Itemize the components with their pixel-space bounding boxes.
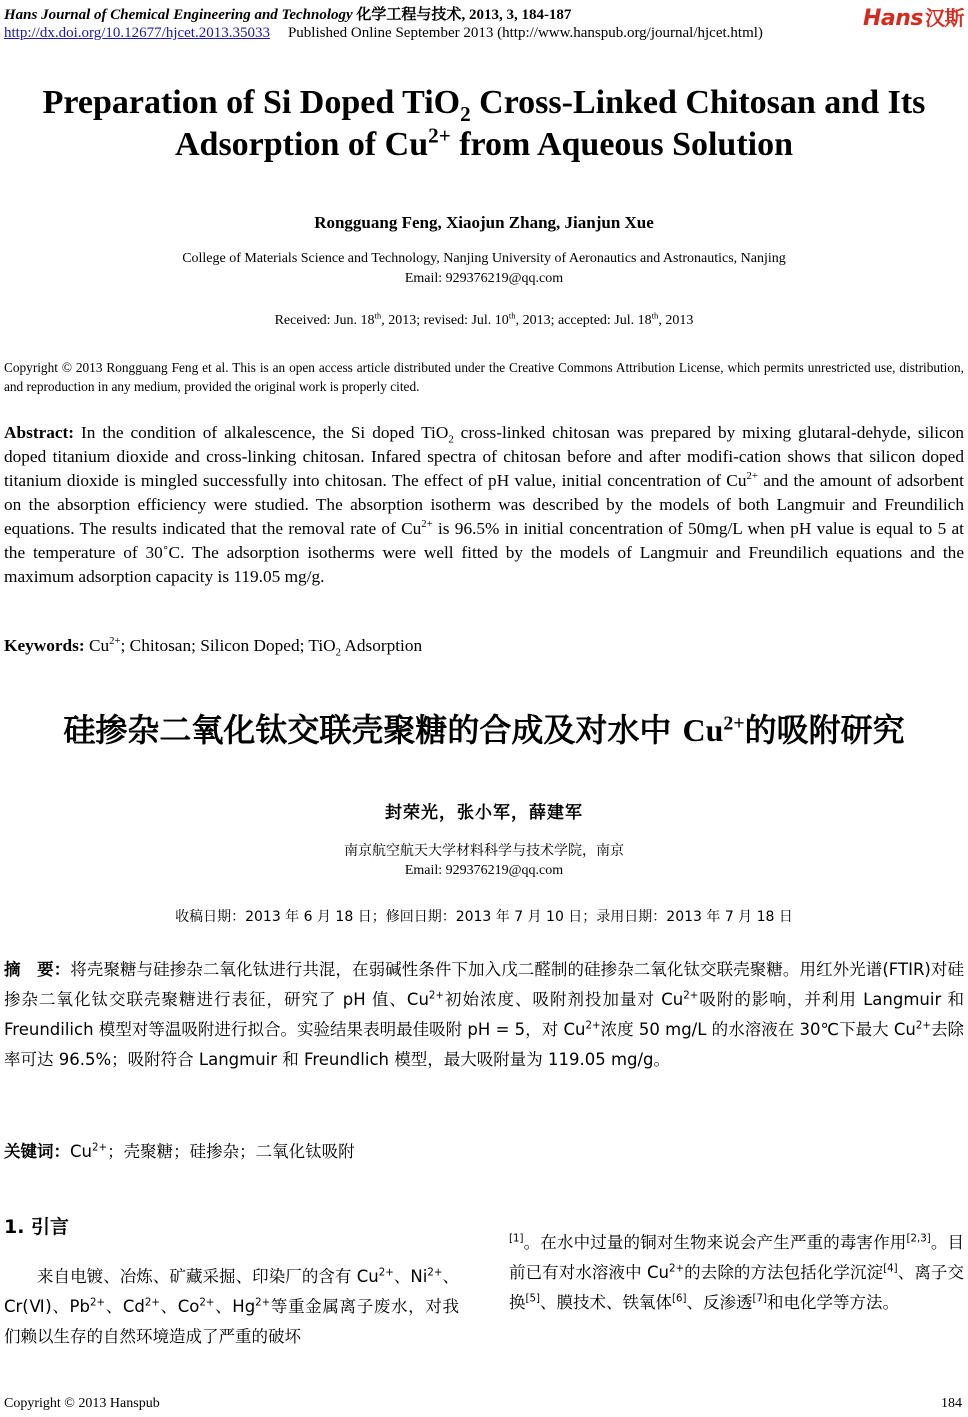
ordinal-suffix: th [508, 310, 516, 321]
abstract-cn [4, 955, 964, 1075]
intro-column-left [4, 1262, 459, 1352]
title-part: 的吸附研究 [744, 711, 905, 749]
keywords-label-cn: 关键词： [4, 1142, 70, 1161]
ordinal-suffix: th [651, 310, 659, 321]
affiliation-block-cn [0, 841, 968, 881]
affiliation-cn: 南京航空航天大学材料科学与技术学院，南京 [344, 843, 624, 859]
title-part: Preparation of Si Doped TiO [42, 84, 461, 121]
footer-copyright: Copyright © 2013 Hanspub [4, 1396, 160, 1411]
received-dates-cn: 收稿日期：2013 年 6 月 18 日；修回日期：2013 年 7 月 10 日；录用日期：2013 年 7 月 18 日 [175, 909, 793, 925]
title-superscript: 2+ [428, 123, 451, 148]
keywords-cn [4, 1138, 355, 1162]
abstract-text: In the condition of alkalescence, the Si doped TiO [74, 423, 449, 442]
date-text: Received: Jun. 18 [274, 313, 375, 328]
authors: Rongguang Feng, Xiaojun Zhang, Jianjun Xue [314, 213, 654, 232]
citation-ref[interactable]: [1] [509, 1233, 524, 1245]
email: Email: 929376219@qq.com [404, 271, 564, 286]
body-text: 和电化学等方法。 [766, 1293, 899, 1312]
superscript: 2+ [683, 990, 699, 1002]
body-text: 、Hg [214, 1297, 256, 1316]
hans-logo [863, 2, 964, 31]
abstract-text: 去除率可达 96.5%；吸附符合 Langmuir 和 Freundlich 模型，最大吸附量为 119.05 mg/g。 [4, 1020, 965, 1069]
copyright-note: Copyright © 2013 Rongguang Feng et al. This is an open access article distributed under the Creative Commons Attribution License, which permits unrestricted use, distribution, and reproduction in any medium, provided the original work is properly cited. [4, 360, 964, 394]
body-text: 、Ni [393, 1267, 428, 1286]
keywords-text: ; Chitosan; Silicon Doped; TiO [120, 636, 336, 655]
citation-ref[interactable]: [2,3] [906, 1233, 931, 1245]
received-dates [0, 310, 968, 329]
citation-ref[interactable]: [7] [752, 1293, 767, 1305]
keywords-label: Keywords: [4, 636, 85, 655]
email-cn: Email: 929376219@qq.com [404, 863, 564, 878]
keywords-text: Adsorption [341, 636, 423, 655]
logo-text-cn: 汉斯 [925, 6, 964, 30]
subscript: 2 [335, 646, 341, 659]
superscript: 2+ [428, 990, 444, 1002]
intro-column-right [509, 1228, 964, 1318]
logo-text-en: Hans [862, 6, 923, 31]
superscript: 2+ [585, 1020, 601, 1032]
doi-link[interactable]: http://dx.doi.org/10.12677/hjcet.2013.35033 [4, 25, 270, 41]
keywords-text: ；壳聚糖；硅掺杂；二氧化钛吸附 [107, 1142, 355, 1161]
body-text: 等重金属离子废水，对我们赖以生存的自然环境造成了严重的破坏 [4, 1297, 460, 1346]
abstract-text: 浓度 50 mg/L 的水溶液在 30℃下最大 Cu [600, 1020, 916, 1039]
body-text: 、反渗透 [686, 1293, 753, 1312]
superscript: 2+ [91, 1142, 108, 1154]
page-number: 184 [941, 1396, 962, 1411]
superscript: 2+ [144, 1297, 160, 1309]
superscript: 2+ [746, 470, 758, 483]
title-part: Cross-Linked Chitosan and Its [470, 84, 926, 121]
abstract-text: is 96.5% in initial concentration of 50mg/L when pH value is equal to 5 at the temperature of 30˚C. The adsorption isotherms were well fitted by the models of Langmuir and Freundilich equations and the maximum adsorption capacity is 119.05 mg/g. [4, 519, 964, 586]
superscript: 2+ [199, 1297, 215, 1309]
superscript: 2+ [378, 1267, 394, 1279]
body-text: 来自电镀、冶炼、矿藏采掘、印染厂的含有 Cu [37, 1267, 379, 1286]
abstract-text: cross-linked chitosan was prepared by mixing glutaral-dehyde, silicon doped titanium dioxide and cross-linking chitosan. Infared spectra of chitosan before and after modifi-cation shows that silicon doped titanium dioxide is mingled successfully into chitosan. The effect of pH value, initial concentration of Cu [4, 423, 964, 490]
body-text: 、Cd [105, 1297, 145, 1316]
title-part: Cu [682, 712, 724, 748]
superscript: 2+ [109, 635, 121, 648]
superscript: 2+ [421, 518, 433, 531]
title-part: 硅掺杂二氧化钛交联壳聚糖的合成及对水中 [63, 711, 683, 749]
paper-title-cn [0, 705, 968, 751]
title-subscript: 2 [460, 101, 471, 126]
journal-citation: , 2013, 3, 184-187 [461, 7, 572, 23]
doi-line [4, 25, 763, 42]
ordinal-suffix: th [374, 310, 382, 321]
title-superscript: 2+ [723, 712, 745, 735]
affiliation: College of Materials Science and Technology, Nanjing University of Aeronautics and Astronautics, Nanjing [182, 251, 786, 266]
affiliation-block [0, 249, 968, 289]
body-text: 。目前已有对水溶液中 Cu [509, 1233, 965, 1282]
abstract-text: and the amount of adsorbent on the absorption efficiency were studied. The absorption isotherm was described by the models of both Langmuir and Freundilich equations. The results indicated that the removal rate of Cu [4, 471, 964, 538]
journal-name: Hans Journal of Chemical Engineering and Technology [4, 7, 353, 23]
published-online: Published Online September 2013 (http://www.hanspub.org/journal/hjcet.html) [287, 25, 763, 41]
superscript: 2+ [255, 1297, 271, 1309]
title-part: Adsorption of Cu [174, 126, 429, 163]
abstract-label-cn: 摘 要： [4, 960, 71, 979]
authors-cn: 封荣光，张小军，薛建军 [385, 803, 583, 823]
abstract-text: 吸附的影响，并利用 Langmuir 和 Freundilich 模型对等温吸附进行拟合。实验结果表明最佳吸附 pH = 5，对 Cu [4, 990, 964, 1039]
keywords-text: Cu [84, 636, 110, 655]
body-text: 、Cr(Ⅵ)、Pb [4, 1267, 459, 1316]
date-text: , 2013 [658, 313, 694, 328]
subscript: 2 [448, 433, 454, 446]
abstract-label: Abstract: [4, 423, 75, 442]
keywords-text: Cu [70, 1142, 92, 1161]
abstract-text: 将壳聚糖与硅掺杂二氧化钛进行共混，在弱碱性条件下加入戊二醛制的硅掺杂二氧化钛交联壳聚糖。用红外光谱(FTIR)对硅掺杂二氧化钛交联壳聚糖进行表征，研究了 pH 值、Cu [4, 960, 964, 1009]
keywords [4, 635, 423, 659]
journal-name-cn: 化学工程与技术 [356, 7, 462, 23]
abstract-text: 初始浓度、吸附剂投加量对 Cu [444, 990, 684, 1009]
citation-ref[interactable]: [4] [883, 1263, 898, 1275]
title-part: from Aqueous Solution [450, 126, 794, 163]
superscript: 2+ [89, 1297, 106, 1309]
body-text: 、Co [159, 1297, 200, 1316]
section-heading: 1. 引言 [4, 1216, 70, 1238]
abstract [4, 421, 964, 589]
citation-ref[interactable]: [5] [525, 1293, 540, 1305]
superscript: 2+ [427, 1267, 443, 1279]
citation-ref[interactable]: [6] [671, 1293, 687, 1305]
paper-title [0, 82, 968, 166]
journal-header [4, 3, 571, 24]
body-text: 、膜技术、铁氧体 [539, 1293, 672, 1312]
date-text: , 2013; revised: Jul. 10 [381, 313, 509, 328]
body-text: 。在水中过量的铜对生物来说会产生严重的毒害作用 [523, 1233, 907, 1252]
superscript: 2+ [915, 1020, 931, 1032]
date-text: , 2013; accepted: Jul. 18 [515, 313, 652, 328]
body-text: 、离子交换 [509, 1263, 965, 1312]
superscript: 2+ [669, 1263, 685, 1275]
body-text: 的去除的方法包括化学沉淀 [684, 1263, 884, 1282]
